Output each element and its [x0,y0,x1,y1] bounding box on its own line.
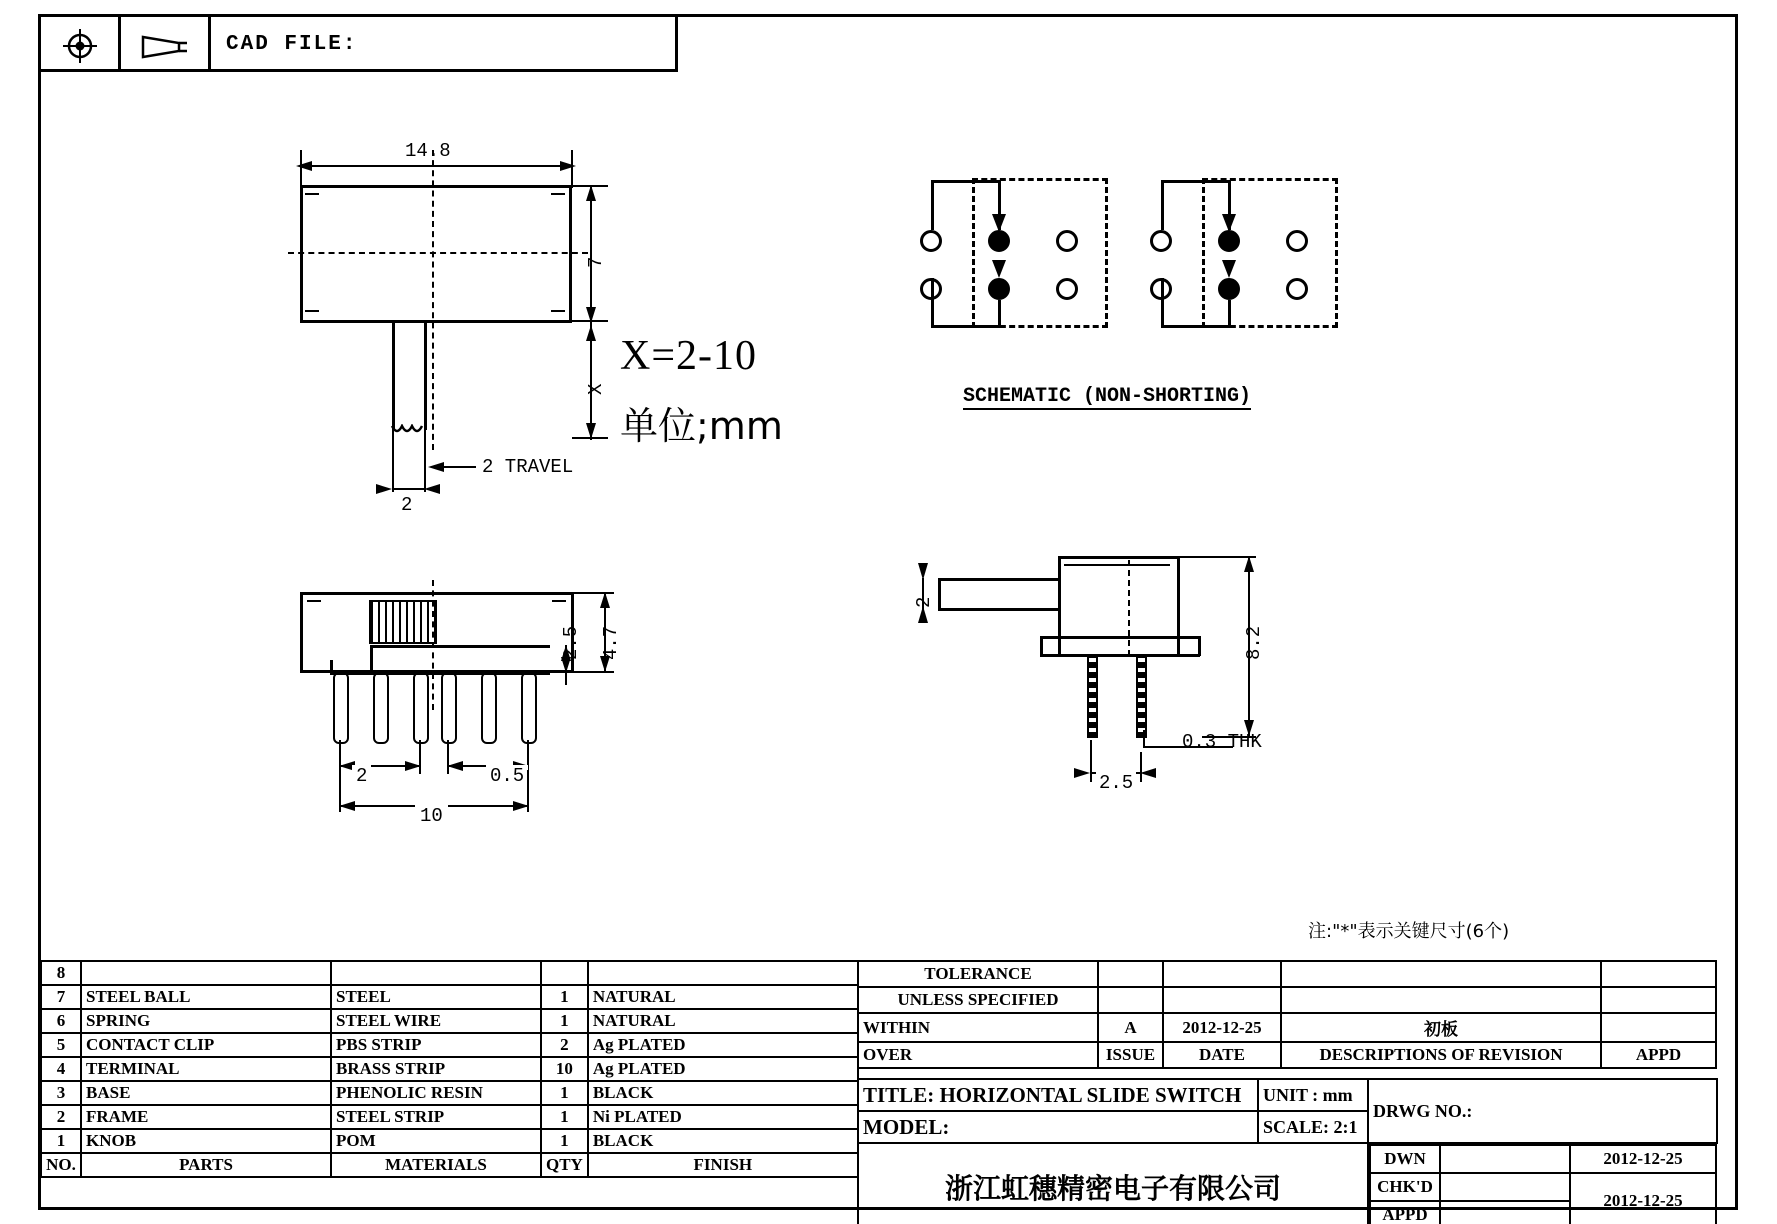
arrow-47-t [597,592,613,610]
topview-body-left [300,185,303,323]
rev-blank-7 [1281,987,1601,1013]
appd-signature [1440,1201,1570,1224]
appd-label-tb: APPD [1370,1201,1440,1224]
cell-material: STEEL STRIP [331,1105,541,1129]
cell-finish: BLACK [588,1081,858,1105]
dim-side25-value: 2.5 [1096,772,1136,794]
header-no: NO. [41,1153,81,1177]
schematic-bracket-2b-left [1161,278,1164,328]
arrow-travel [428,459,446,475]
sideview-inner-line [1064,564,1170,566]
title-row [858,1079,1717,1111]
notch-bl [305,310,319,312]
cell-part: FRAME [81,1105,331,1129]
dim-lever-width-value: 2 [401,494,413,516]
target-symbol-icon [63,29,97,63]
appd-value [1601,1013,1716,1042]
terminal-pin-4 [441,672,457,744]
cad-file-label: CAD FILE: [226,33,358,56]
cell-material: BRASS STRIP [331,1057,541,1081]
arrow-2-l [374,481,392,497]
cell-finish: Ni PLATED [588,1105,858,1129]
issue-header: ISSUE [1098,1042,1163,1068]
frontview-top [300,592,574,595]
rev-blank-4 [1601,961,1716,987]
sideview-bottom [1040,654,1200,657]
cell-material: STEEL [331,985,541,1009]
header-materials: MATERIALS [331,1153,541,1177]
cell-finish: Ag PLATED [588,1033,858,1057]
cell-part [81,961,331,985]
frontview-base-left [370,645,373,673]
dwn-row [1370,1145,1716,1173]
cell-finish [588,961,858,985]
cell-no: 4 [41,1057,81,1081]
chkd-label: CHK'D [1370,1173,1440,1201]
dim-travel-label: 2 TRAVEL [482,456,574,478]
topview-centerline-h [288,252,588,254]
terminal-pin-6 [521,672,537,744]
cell-material: PBS STRIP [331,1033,541,1057]
scale-label: SCALE: 2:1 [1258,1111,1368,1143]
title-block [857,1078,1718,1224]
desc-header: DESCRIPTIONS OF REVISION [1281,1042,1601,1068]
within-label: WITHIN [858,1013,1098,1042]
sideview-base-l [1040,636,1043,656]
cell-no: 2 [41,1105,81,1129]
arrow-pitch-r [403,758,421,774]
arrow-7-t [583,185,599,203]
rev-blank-5 [1098,987,1163,1013]
table-row [41,1009,858,1033]
sideview-lever-top [938,578,1060,581]
sideview-base-r [1198,636,1201,656]
revision-row-tolerance [858,961,1716,987]
dim-side25-ext-l [1090,740,1092,782]
tolerance-title: TOLERANCE [858,961,1098,987]
frontview-knob-hatch [369,600,437,644]
cell-finish: NATURAL [588,985,858,1009]
table-header-row [41,1153,858,1177]
arrow-x-b [583,421,599,439]
arrow-148-l [296,158,314,174]
issue-value: A [1098,1013,1163,1042]
notch-tl [305,193,319,195]
dim-148-line [300,165,572,167]
table-row [41,1033,858,1057]
cell-no: 3 [41,1081,81,1105]
cell-finish: NATURAL [588,1009,858,1033]
dim-height-value: 7 [585,256,607,268]
dim-82-value: 8.2 [1243,625,1265,660]
rev-blank-8 [1601,987,1716,1013]
topview-body-right [569,185,572,323]
terminal-pin-3 [413,672,429,744]
notch-tr [551,193,565,195]
dim-pitch-value: 2 [352,765,371,787]
cell-part: KNOB [81,1129,331,1153]
cell-no: 6 [41,1009,81,1033]
arrow-2-r [424,481,442,497]
dim-05-value: 0.5 [486,765,528,787]
table-row [41,1081,858,1105]
chkd-row [1370,1173,1716,1201]
topview-body-top [300,185,572,188]
dwn-label: DWN [1370,1145,1440,1173]
cad-file-header [38,14,678,72]
arrow-7-b [583,305,599,323]
frontview-base-left2 [330,660,333,674]
schematic-pin-7 [1150,230,1172,252]
sideview-lever-end [938,578,941,610]
dim-x-value: X [585,383,607,395]
table-row [41,1057,858,1081]
key-dimension-note: 注:"*"表示关键尺寸(6个) [1308,921,1510,942]
lever-left [392,320,395,430]
parts-table [40,960,859,1178]
arrow-x-t [583,325,599,343]
title-label: TITLE: HORIZONTAL SLIDE SWITCH [858,1079,1258,1111]
cell-qty: 1 [541,1129,588,1153]
cell-no: 8 [41,961,81,985]
cell-qty: 2 [541,1033,588,1057]
dim-width-value: 14.8 [405,140,451,162]
dim-side2-value: 2 [913,596,935,608]
cell-no: 5 [41,1033,81,1057]
cell-part: SPRING [81,1009,331,1033]
schematic-bracket-2-left [1161,180,1164,230]
topview-body-bottom [300,320,572,323]
cell-qty: 1 [541,985,588,1009]
sideview-lever-bottom [938,608,1060,611]
sideview-terminal-1 [1087,654,1098,738]
arrow-10-r [511,798,529,814]
table-row [41,985,858,1009]
schematic-label: SCHEMATIC (NON-SHORTING) [963,385,1252,408]
header-parts: PARTS [81,1153,331,1177]
header-qty: QTY [541,1153,588,1177]
arrow-82-t [1241,556,1257,574]
cell-no: 7 [41,985,81,1009]
topview-centerline-v [432,150,434,450]
sideview-base-top [1040,636,1200,639]
revision-row-within [858,1013,1716,1042]
cell-qty: 1 [541,1081,588,1105]
frontview-notch-l [307,600,321,602]
over-label: OVER [858,1042,1098,1068]
schematic-bracket-1-left [931,180,934,230]
model-label: MODEL: [858,1111,1258,1143]
sideview-left [1058,556,1061,656]
rev-blank-1 [1098,961,1163,987]
chkd-signature [1440,1173,1570,1201]
sideview-top [1058,556,1178,559]
dim-2-ext-l [392,430,394,492]
cell-finish: BLACK [588,1129,858,1153]
cell-qty: 10 [541,1057,588,1081]
cell-qty: 1 [541,1009,588,1033]
revision-block [857,960,1717,1069]
sideview-centerline [1128,560,1130,656]
cell-qty: 1 [541,1105,588,1129]
dwn-signature [1440,1145,1570,1173]
cell-material: PHENOLIC RESIN [331,1081,541,1105]
dim-2-line [392,488,425,490]
tolerance-subtitle: UNLESS SPECIFIED [858,987,1098,1013]
dim-47-value: 4.7 [600,625,622,660]
schematic-pin-1 [920,230,942,252]
note-unit: 单位;mm [620,404,783,448]
revision-row-over [858,1042,1716,1068]
dim-10-value: 10 [415,805,448,827]
unit-label: UNIT : mm [1258,1079,1368,1111]
dim-thk-ext [1143,730,1145,748]
cell-part: BASE [81,1081,331,1105]
dim-7-line [590,185,592,325]
table-row [41,1129,858,1153]
frontview-base-top [370,645,550,648]
arrow-10-l [339,798,357,814]
schematic-bracket-1b-left [931,278,934,328]
dim-thk-value: 0.3 THK [1182,731,1262,753]
cell-material: POM [331,1129,541,1153]
revision-desc-value: 初板 [1281,1013,1601,1042]
lever-right [424,320,427,430]
terminal-pin-2 [373,672,389,744]
company-row [858,1143,1717,1224]
cell-part: CONTACT CLIP [81,1033,331,1057]
signoff-cell [1368,1143,1717,1224]
rev-blank-6 [1163,987,1281,1013]
drwg-label: DRWG NO.: [1368,1079,1717,1143]
arrow-05-l [447,758,465,774]
arrow-side25-r [1140,765,1158,781]
date-value: 2012-12-25 [1163,1013,1281,1042]
cell-qty [541,961,588,985]
cell-finish: Ag PLATED [588,1057,858,1081]
frontview-notch-r [552,600,566,602]
terminal-pin-1 [333,672,349,744]
cell-material: STEEL WIRE [331,1009,541,1033]
symbol-cell-taper [121,17,211,69]
arrow-side25-l [1072,765,1090,781]
appd-date: 2012-12-25 [1570,1173,1716,1224]
sideview-right [1177,556,1180,656]
taper-symbol-icon [139,33,193,61]
revision-row-spec [858,987,1716,1013]
table-row [41,1105,858,1129]
frontview-centerline [432,580,434,710]
frontview-base-bottom [330,672,550,675]
schematic-dashed-box-1 [972,178,1108,328]
company-name: 浙江虹穗精密电子有限公司 [858,1143,1368,1224]
terminal-pin-5 [481,672,497,744]
table-row [41,961,858,985]
schematic-dashed-box-2 [1202,178,1338,328]
rev-blank-2 [1163,961,1281,987]
symbol-cell-target [41,17,121,69]
arrow-side2-t [915,560,931,580]
header-finish: FINISH [588,1153,858,1177]
appd-header: APPD [1601,1042,1716,1068]
rev-blank-3 [1281,961,1601,987]
cell-material [331,961,541,985]
notch-br [551,310,565,312]
date-header: DATE [1163,1042,1281,1068]
note-range: X=2-10 [620,333,758,379]
frontview-left [300,592,303,672]
cell-part: STEEL BALL [81,985,331,1009]
cell-no: 1 [41,1129,81,1153]
cell-part: TERMINAL [81,1057,331,1081]
sideview-terminal-2 [1136,654,1147,738]
dim-25-value: 2.5 [560,625,582,660]
arrow-side2-b [915,606,931,626]
dwn-date: 2012-12-25 [1570,1145,1716,1173]
arrow-148-r [558,158,576,174]
